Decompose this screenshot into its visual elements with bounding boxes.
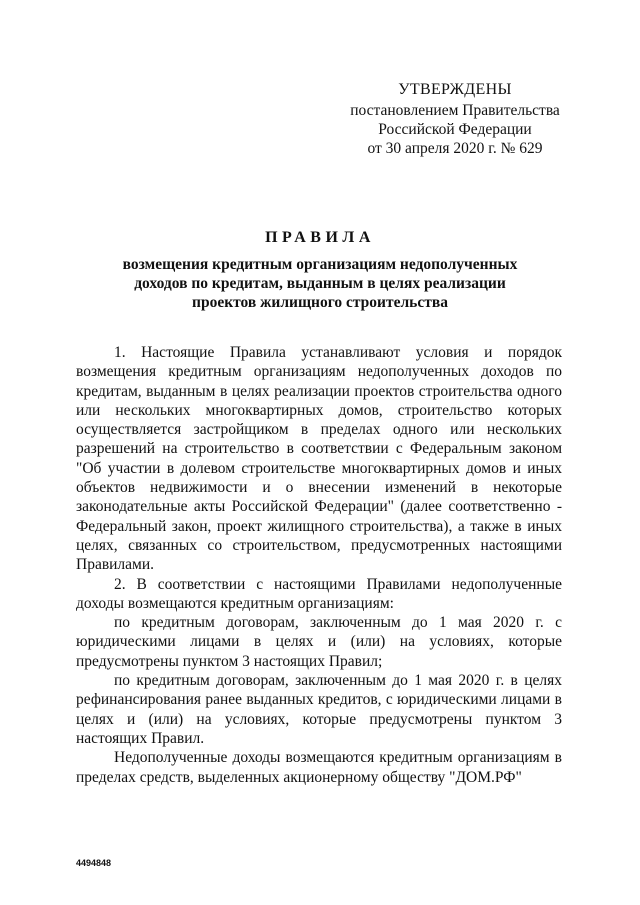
- document-heading: ПРАВИЛА: [265, 229, 375, 246]
- subtitle-line: доходов по кредитам, выданным в целях реализации: [134, 275, 506, 292]
- approval-title: УТВЕРЖДЕНЫ: [398, 81, 512, 98]
- approval-line-government: Российской Федерации: [378, 121, 532, 138]
- document-id: 4494848: [76, 858, 112, 868]
- approval-block: [330, 80, 580, 158]
- paragraph-2-item-2: по кредитным договорам, заключенным до 1 мая 2020 г. в целях рефинансирования ранее выданных кредитов, с юридическими лицами в целях и (или) на условиях, которые предусмотрены пунктом 3 настоящих Правил.: [76, 672, 562, 747]
- paragraph-2-item-1: по кредитным договорам, заключенным до 1 мая 2020 г. с юридическими лицами в целях и (или) на условиях, которые предусмотрены пунктом 3 настоящих Правил;: [76, 614, 562, 670]
- approval-line-resolution: постановлением Правительства: [350, 102, 560, 119]
- paragraph-3: Недополученные доходы возмещаются кредитным организациям в пределах средств, выделенных акционерному обществу "ДОМ.РФ": [76, 749, 562, 786]
- paragraph-1: 1. Настоящие Правила устанавливают условия и порядок возмещения кредитным организациям недополученных доходов по кредитам, выданным в целях реализации проектов строительства одного или нескольких многоквартирных домов, строительство которых осуществляется застройщиком в пределах одного или нескольких разрешений на строительство в соответствии с Федеральным законом "Об участии в долевом строительстве многоквартирных домов и иных объектов недвижимости и о внесении изменений в некоторые законодательные акты Российской Федерации" (далее соответственно - Федеральный закон, проект жилищного строительства), а также в иных целях, связанных со строительством, предусмотренных настоящими Правилами.: [76, 344, 562, 574]
- subtitle-line: проектов жилищного строительства: [192, 294, 448, 311]
- subtitle-line: возмещения кредитным организациям недополученных: [122, 256, 518, 273]
- paragraph-2: 2. В соответствии с настоящими Правилами недополученные доходы возмещаются кредитным организациям:: [76, 575, 562, 612]
- document-body: [76, 343, 562, 787]
- approval-line-date-number: от 30 апреля 2020 г. № 629: [367, 140, 543, 157]
- document-subtitle: [100, 255, 540, 312]
